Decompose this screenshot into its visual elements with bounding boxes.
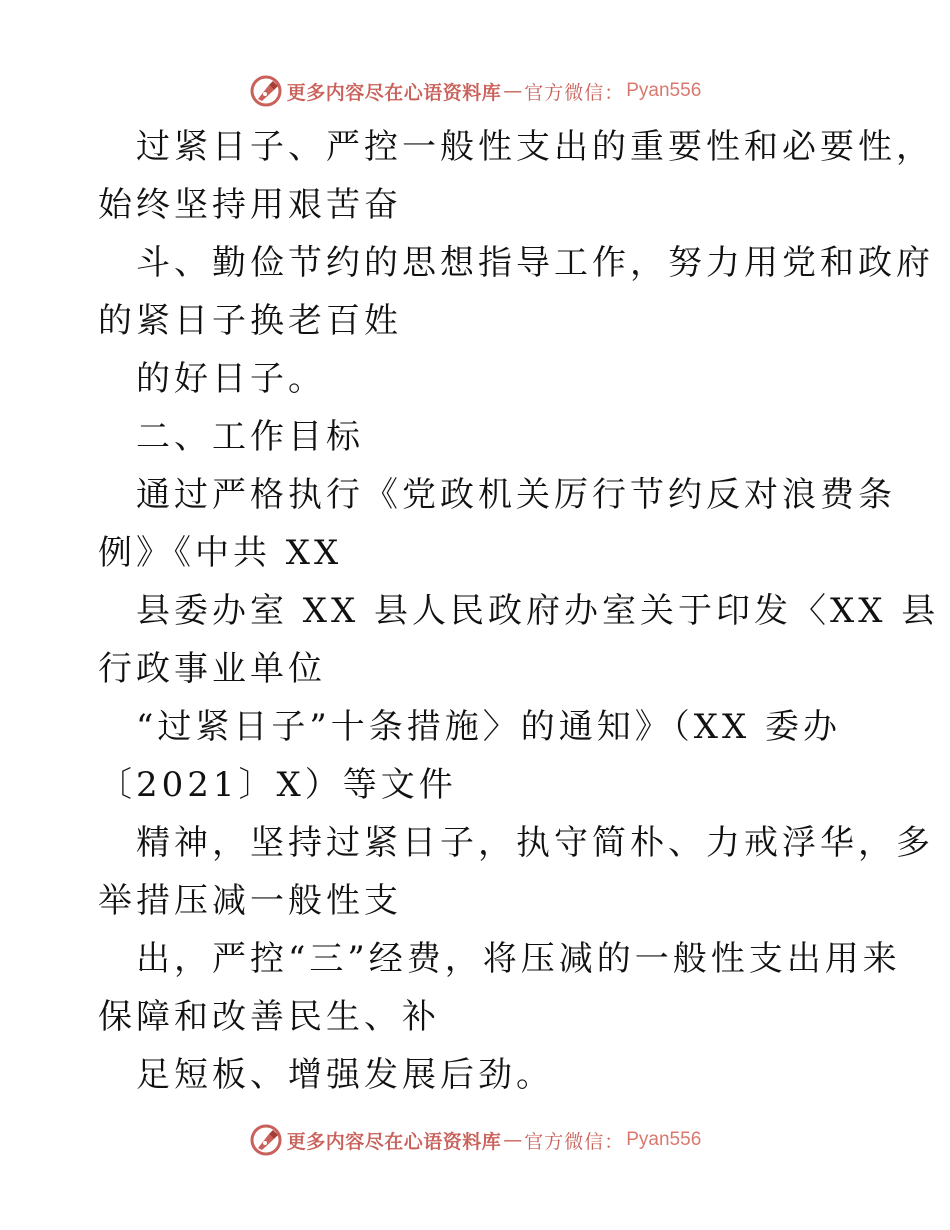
watermark-dash: — [503, 80, 523, 102]
document-line: 保障和改善民生、补 [98, 997, 440, 1037]
document-line: 例》《中共 XX [98, 533, 343, 573]
section-heading: 二、工作目标 [136, 417, 364, 457]
document-line: 的紧日子换老百姓 [98, 301, 402, 341]
document-body [98, 118, 940, 1104]
document-line: 斗、勤俭节约的思想指导工作，努力用党和政府 [136, 243, 934, 283]
watermark-wechat-label: 官方微信： [524, 1130, 625, 1153]
document-line: 精神，坚持过紧日子，执守简朴、力戒浮华，多 [136, 823, 934, 863]
document-line: 通过严格执行《党政机关厉行节约反对浪费条 [136, 475, 896, 515]
document-line: 出，严控“三”经费，将压减的一般性支出用来 [136, 939, 901, 979]
document-line: 县委办室 XX 县人民政府办室关于印发〈XX 县 [136, 591, 940, 631]
footer-watermark-banner [0, 1120, 950, 1160]
pen-nib-logo-icon [249, 1123, 283, 1157]
watermark-dash: — [503, 1129, 523, 1151]
pen-nib-logo-icon [249, 74, 283, 108]
document-line: 〔2021〕X）等文件 [98, 765, 457, 805]
watermark-brand-text: 更多内容尽在心语资料库 [286, 1130, 502, 1153]
header-watermark-banner [0, 71, 950, 111]
document-line: 过紧日子、严控一般性支出的重要性和必要性， [136, 127, 934, 167]
document-line: “过紧日子”十条措施〉的通知》（XX 委办 [136, 707, 841, 747]
watermark-wechat-label: 官方微信： [524, 81, 625, 104]
document-line: 足短板、增强发展后劲。 [136, 1055, 554, 1095]
document-line: 的好日子。 [136, 359, 326, 399]
document-line: 举措压减一般性支 [98, 881, 402, 921]
watermark-wechat-id: Pyan556 [626, 80, 702, 101]
watermark-brand-text: 更多内容尽在心语资料库 [286, 81, 502, 104]
document-line: 始终坚持用艰苦奋 [98, 185, 402, 225]
watermark-wechat-id: Pyan556 [626, 1129, 702, 1150]
document-line: 行政事业单位 [98, 649, 326, 689]
